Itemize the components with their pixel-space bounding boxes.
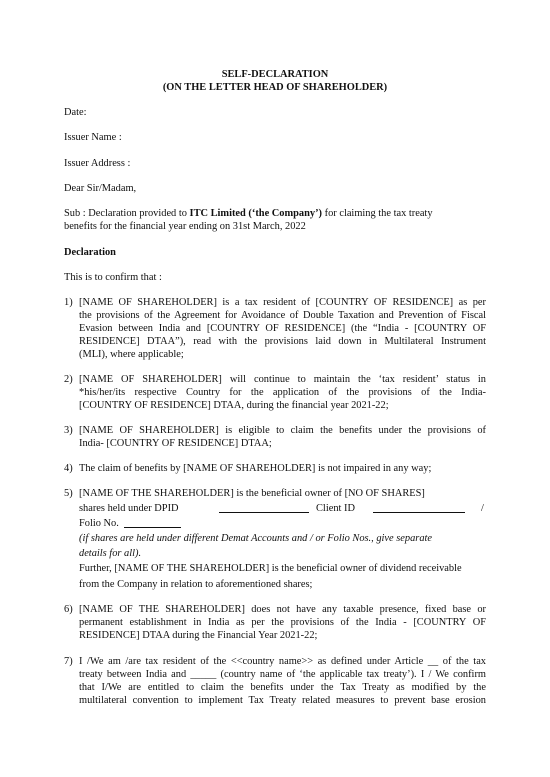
declaration-heading: Declaration bbox=[64, 247, 116, 258]
issuer-address-label: Issuer Address : bbox=[64, 158, 131, 169]
item-4-line-1: The claim of benefits by [NAME OF SHAREHOLDER] is not impaired in any way; bbox=[79, 463, 432, 474]
item-2-number: 2) bbox=[64, 374, 73, 385]
subject-company: ITC Limited (‘the Company’) bbox=[189, 208, 323, 219]
subject-suffix: for claiming the tax treaty bbox=[322, 208, 433, 219]
item-5-slash: / bbox=[481, 503, 484, 514]
client-id-blank bbox=[373, 512, 465, 513]
subject-prefix: Sub : Declaration provided to bbox=[64, 208, 190, 219]
confirm-intro: This is to confirm that : bbox=[64, 272, 162, 283]
item-5-line-6: Further, [NAME OF THE SHAREHOLDER] is the beneficial owner of dividend receivable bbox=[79, 563, 462, 574]
item-1-line-3: Evasion between India and [COUNTRY OF RESIDENCE] (the “India - [COUNTRY OF bbox=[79, 323, 486, 334]
item-3-line-1: [NAME OF SHAREHOLDER] is eligible to claim the benefits under the provisions of bbox=[79, 425, 486, 436]
item-3-number: 3) bbox=[64, 425, 73, 436]
item-7-line-3: that I/We are entitled to claim the benefits under the Tax Treaty as modified by the bbox=[79, 682, 486, 693]
item-1-line-5: (MLI), where applicable; bbox=[79, 349, 184, 360]
subject-line bbox=[64, 207, 433, 220]
item-1-line-1: [NAME OF SHAREHOLDER] is a tax resident of [COUNTRY OF RESIDENCE] as per bbox=[79, 297, 486, 308]
item-6-line-2: permanent establishment in India as per the provisions of the India - [COUNTRY OF bbox=[79, 617, 486, 628]
doc-subtitle: (ON THE LETTER HEAD OF SHAREHOLDER) bbox=[162, 82, 388, 93]
item-2-line-1: [NAME OF SHAREHOLDER] will continue to maintain the ‘tax resident’ status in bbox=[79, 374, 486, 385]
item-7-number: 7) bbox=[64, 656, 73, 667]
item-5-note-line-1: (if shares are held under different Demat Accounts and / or Folio Nos., give separate bbox=[79, 533, 433, 544]
item-5-note-line-2: details for all). bbox=[79, 548, 142, 559]
item-2-line-2: *his/her/its respective Country for the application of the provisions of the India- bbox=[79, 387, 486, 398]
item-6-line-1: [NAME OF THE SHAREHOLDER] does not have any taxable presence, fixed base or bbox=[79, 604, 486, 615]
item-1-line-2: the provisions of the Agreement for Avoidance of Double Taxation and Prevention of Fiscal bbox=[79, 310, 486, 321]
item-7-line-2: treaty between India and _____ (country name of ‘the applicable tax treaty’). I / We confirm bbox=[79, 669, 486, 680]
item-5-client-id-label: Client ID bbox=[316, 503, 355, 514]
dpid-blank bbox=[219, 512, 309, 513]
item-2-line-3: [COUNTRY OF RESIDENCE] DTAA, during the financial year 2021-22; bbox=[79, 400, 389, 411]
issuer-name-label: Issuer Name : bbox=[64, 132, 122, 143]
item-7-line-4: multilateral convention to implement Tax Treaty related measures to prevent base erosion bbox=[79, 695, 486, 706]
item-5-number: 5) bbox=[64, 488, 73, 499]
salutation: Dear Sir/Madam, bbox=[64, 183, 137, 194]
item-5-line-1: [NAME OF THE SHAREHOLDER] is the beneficial owner of [NO OF SHARES] bbox=[79, 488, 425, 499]
item-5-line-7: from the Company in relation to aforementioned shares; bbox=[79, 579, 313, 590]
item-6-number: 6) bbox=[64, 604, 73, 615]
item-5-folio-label: Folio No. bbox=[79, 518, 119, 529]
item-6-line-3: RESIDENCE] DTAA during the Financial Year 2021-22; bbox=[79, 630, 318, 641]
item-4-number: 4) bbox=[64, 463, 73, 474]
item-3-line-2: India- [COUNTRY OF RESIDENCE] DTAA; bbox=[79, 438, 272, 449]
date-label: Date: bbox=[64, 107, 87, 118]
item-1-line-4: RESIDENCE] DTAA”), read with the provisions laid down in Multilateral Instrument bbox=[79, 336, 486, 347]
item-5-dpid-label: shares held under DPID bbox=[79, 503, 179, 514]
subject-line-2: benefits for the financial year ending on 31st March, 2022 bbox=[64, 221, 306, 232]
item-7-line-1: I /We am /are tax resident of the <<country name>> as defined under Article __ of the tax bbox=[79, 656, 486, 667]
item-1-number: 1) bbox=[64, 297, 73, 308]
doc-title: SELF-DECLARATION bbox=[221, 69, 329, 80]
folio-blank bbox=[124, 527, 181, 528]
